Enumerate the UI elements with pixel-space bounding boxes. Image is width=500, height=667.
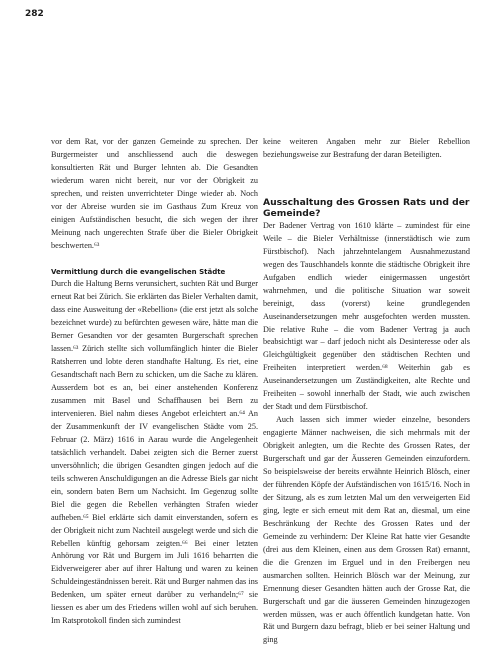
right-paragraph-3: Auch lassen sich immer wieder einzelne, besonders engagierte Männer nachweisen, die sich mehrmals mit der Obrigkeit anlegten, um die Rechte des Grossen Rates, der Burgerschaft und gar der Äusseren Gemeinden einzufordern. So beispielsweise der bereits erwähnte Heinrich Blösch, einer der führenden Köpfe der Aufständischen von 1615/16. Noch in der Sitzung, als es zum letzten Mal um den verweigerten Eid ging, legte er sich erneut mit dem Rat an, diesmal, um eine Beschränkung der Rechte des Grossen Rates und der Gemeinde zu verhindern: Der Kleine Rat hatte vier Gesandte (drei aus dem Kleinen, einen aus dem Grossen Rat) ernannt, die die Grenzen im Erguel und in den Freibergen neu ausmarchen sollten. Heinrich Blösch war der Meinung, zur Ernennung dieser Gesandten hätten auch der Grosse Rat, die Burgerschaft und gar die äusseren Gemeinden hinzugezogen werden müssen, was er auch öffentlich kundgetan hatte. Von Rät und Burgern dazu befragt, blieb er bei seiner Haltung und ging bbox=[263, 415, 470, 645]
right-paragraph-2: Der Badener Vertrag von 1610 klärte – zumindest für eine Weile – die Bieler Verhältnisse (innerstädtisch wie zum Fürstbischof). Nach jahrzehntelangem Ausnahmezustand wegen des Tauschhandels konnte die städtische Obrigkeit ihre Aufgaben endlich wieder einigermassen ungestört wahrnehmen, und die politische Situation war soweit bereinigt, dass (vorerst) keine grundlegenden Auseinandersetzungen mehr ausgefochten werden mussten. Die relative Ruhe – die vom Badener Vertrag ja auch beabsichtigt war – darf jedoch nicht als Desinteresse oder als Gleichgültigkeit gegenüber den städtischen Rechten und Freiheiten interpretiert werden.⁶⁸ Weiterhin gab es Auseinandersetzungen um Zuständigkeiten, alte Rechte und Freiheiten – sowohl innerhalb der Stadt, wie auch zwischen der Stadt und dem Fürstbischof. bbox=[263, 220, 470, 412]
left-column bbox=[51, 136, 258, 628]
left-paragraph-2: Durch die Haltung Berns verunsichert, suchten Rät und Burger erneut Rat bei Zürich. Sie erklärten das Bieler Verhalten damit, dass eine Ausweitung der «Rebellion» (die erst jetzt als solche bezeichnet wurde) zu befürchten gewesen wäre, hätte man die Berner Gesandten vor der gesamten Burgerschaft sprechen lassen.⁶³ Zürich stellte sich vollumfänglich hinter die Bieler Ratsherren und lobte deren standhafte Haltung. Es riet, eine Gesandtschaft nach Bern zu schicken, um die Sache zu klären. Ausserdem bot es an, bei einer anstehenden Konferenz zusammen mit Basel und Schaffhausen bei Bern zu intervenieren. Biel nahm dieses Angebot erleichtert an.⁶⁴ An der Zusammenkunft der IV evangelischen Städte vom 25. Februar (2. März) 1616 in Aarau wurde die Angelegenheit tatsächlich verhandelt. Dabei zeigten sich die Berner zuerst unversöhnlich; die übrigen Gesandten gingen jedoch auf die teils schweren Anschuldigungen an die Adresse Biels gar nicht ein, sondern baten Bern um Nachsicht. Im Gegenzug sollte Biel die gegen die Rebellen verhängten Strafen wieder aufheben.⁶⁵ Biel erklärte sich damit einverstanden, sofern es der Obrigkeit nicht zum Nachteil ausgelegt werde und sich die Rebellen künftig gehorsam zeigten.⁶⁶ Bei einer letzten Anhörung vor Rät und Burgern im Juli 1616 beharrten die Eidverweigerer aber auf ihrer Haltung und waren zu keinen Schuldeingeständnissen bereit. Rät und Burger nahmen das ins Bedenken, um später erneut darüber zu verhandeln;⁶⁷ sie liessen es aber um des Friedens willen wohl auf sich beruhen. Im Ratsprotokoll finden sich zumindest bbox=[51, 279, 258, 626]
section-title: Ausschaltung des Grossen Rats und der Gemeinde? bbox=[263, 196, 470, 220]
right-paragraph-1: keine weiteren Angaben mehr zur Bieler Rebellion beziehungsweise zur Bestrafung der daran Beteiligten. bbox=[263, 137, 470, 159]
page-number: 282 bbox=[25, 9, 44, 19]
left-paragraph-1: vor dem Rat, vor der ganzen Gemeinde zu sprechen. Der Burgermeister und anschliessend auch die deswegen konsultierten Rät und Burger lehnten ab. Die Gesandten wiederum waren nicht bereit, nur vor der Obrigkeit zu sprechen, und reisten unverrichteter Dinge wieder ab. Noch vor der Abreise wurden sie im Gasthaus Zum Kreuz von einigen Aufständischen besucht, die sich wegen der ihrer Meinung nach ungerechten Strafe über die Bieler Obrigkeit beschwerten.⁶³ bbox=[51, 137, 258, 250]
right-column bbox=[263, 136, 470, 647]
subheading: Vermittlung durch die evangelischen Städte bbox=[51, 267, 226, 276]
